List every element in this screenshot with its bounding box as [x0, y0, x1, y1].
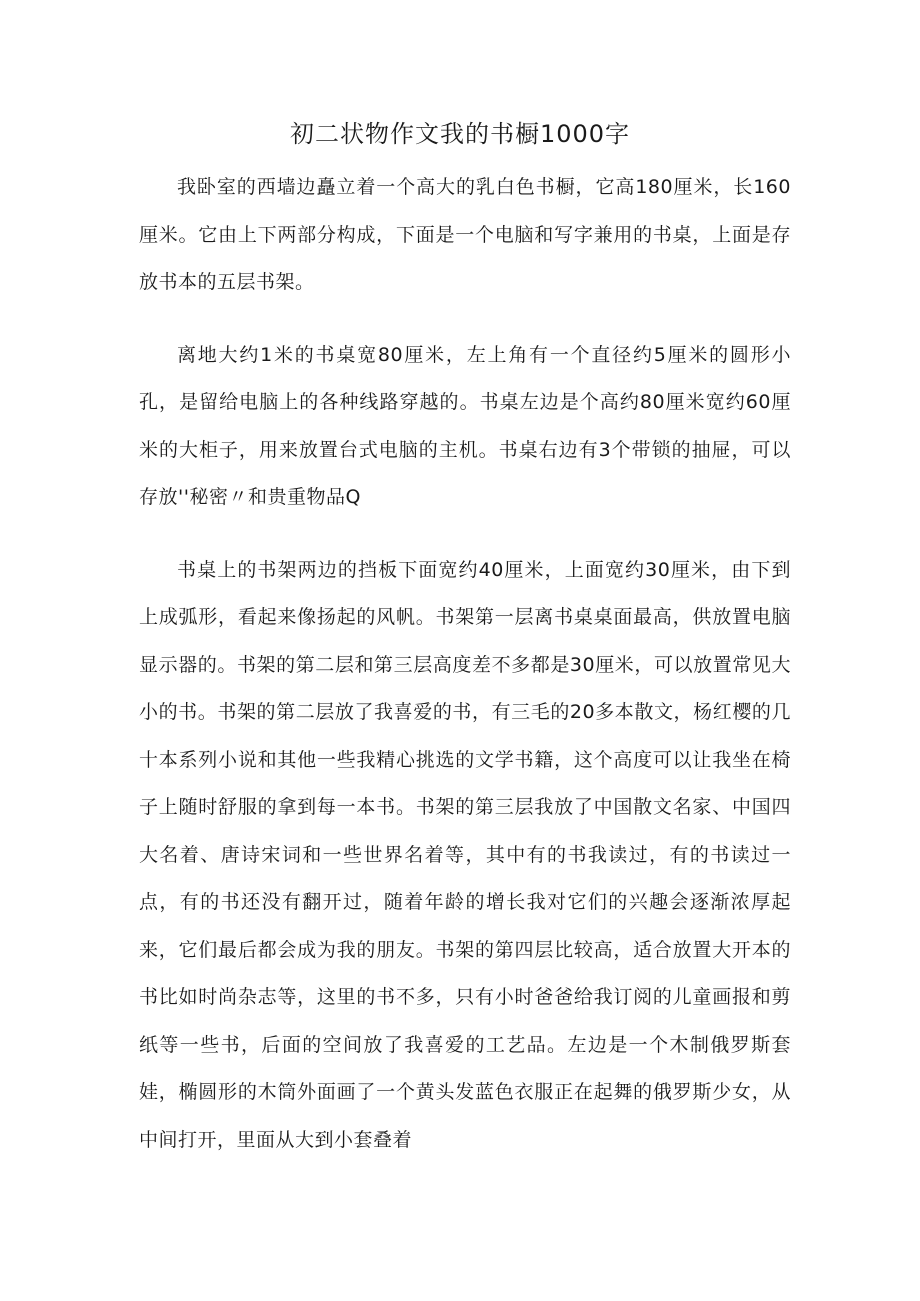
document-body: [139, 164, 791, 1189]
paragraph-3: 书桌上的书架两边的挡板下面宽约40厘米，上面宽约30厘米，由下到上成弧形，看起来像扬起的风帆。书架第一层离书桌桌面最高，供放置电脑显示器的。书架的第二层和第三层高度差不多都是30厘米，可以放置常见大小的书。书架的第二层放了我喜爱的书，有三毛的20多本散文，杨红樱的几十本系列小说和其他一些我精心挑选的文学书籍，这个高度可以让我坐在椅子上随时舒服的拿到每一本书。书架的第三层我放了中国散文名家、中国四大名着、唐诗宋词和一些世界名着等，其中有的书我读过，有的书读过一点，有的书还没有翻开过，随着年龄的增长我对它们的兴趣会逐渐浓厚起来，它们最后都会成为我的朋友。书架的第四层比较高，适合放置大开本的书比如时尚杂志等，这里的书不多，只有小时爸爸给我订阅的儿童画报和剪纸等一些书，后面的空间放了我喜爱的工艺品。左边是一个木制俄罗斯套娃，椭圆形的木筒外面画了一个黄头发蓝色衣服正在起舞的俄罗斯少女，从中间打开，里面从大到小套叠着: [139, 558, 791, 1151]
paragraph-1: 我卧室的西墙边矗立着一个高大的乳白色书橱，它高180厘米，长160厘米。它由上下两部分构成，下面是一个电脑和写字兼用的书桌，上面是存放书本的五层书架。: [139, 176, 791, 293]
document-title: 初二状物作文我的书橱1000字: [289, 120, 631, 148]
paragraph-2: 离地大约1米的书桌宽80厘米，左上角有一个直径约5厘米的圆形小孔，是留给电脑上的各种线路穿越的。书桌左边是个高约80厘米宽约60厘米的大柜子，用来放置台式电脑的主机。书桌右边有3个带锁的抽屉，可以存放''秘密〃和贵重物品Q: [139, 343, 791, 508]
